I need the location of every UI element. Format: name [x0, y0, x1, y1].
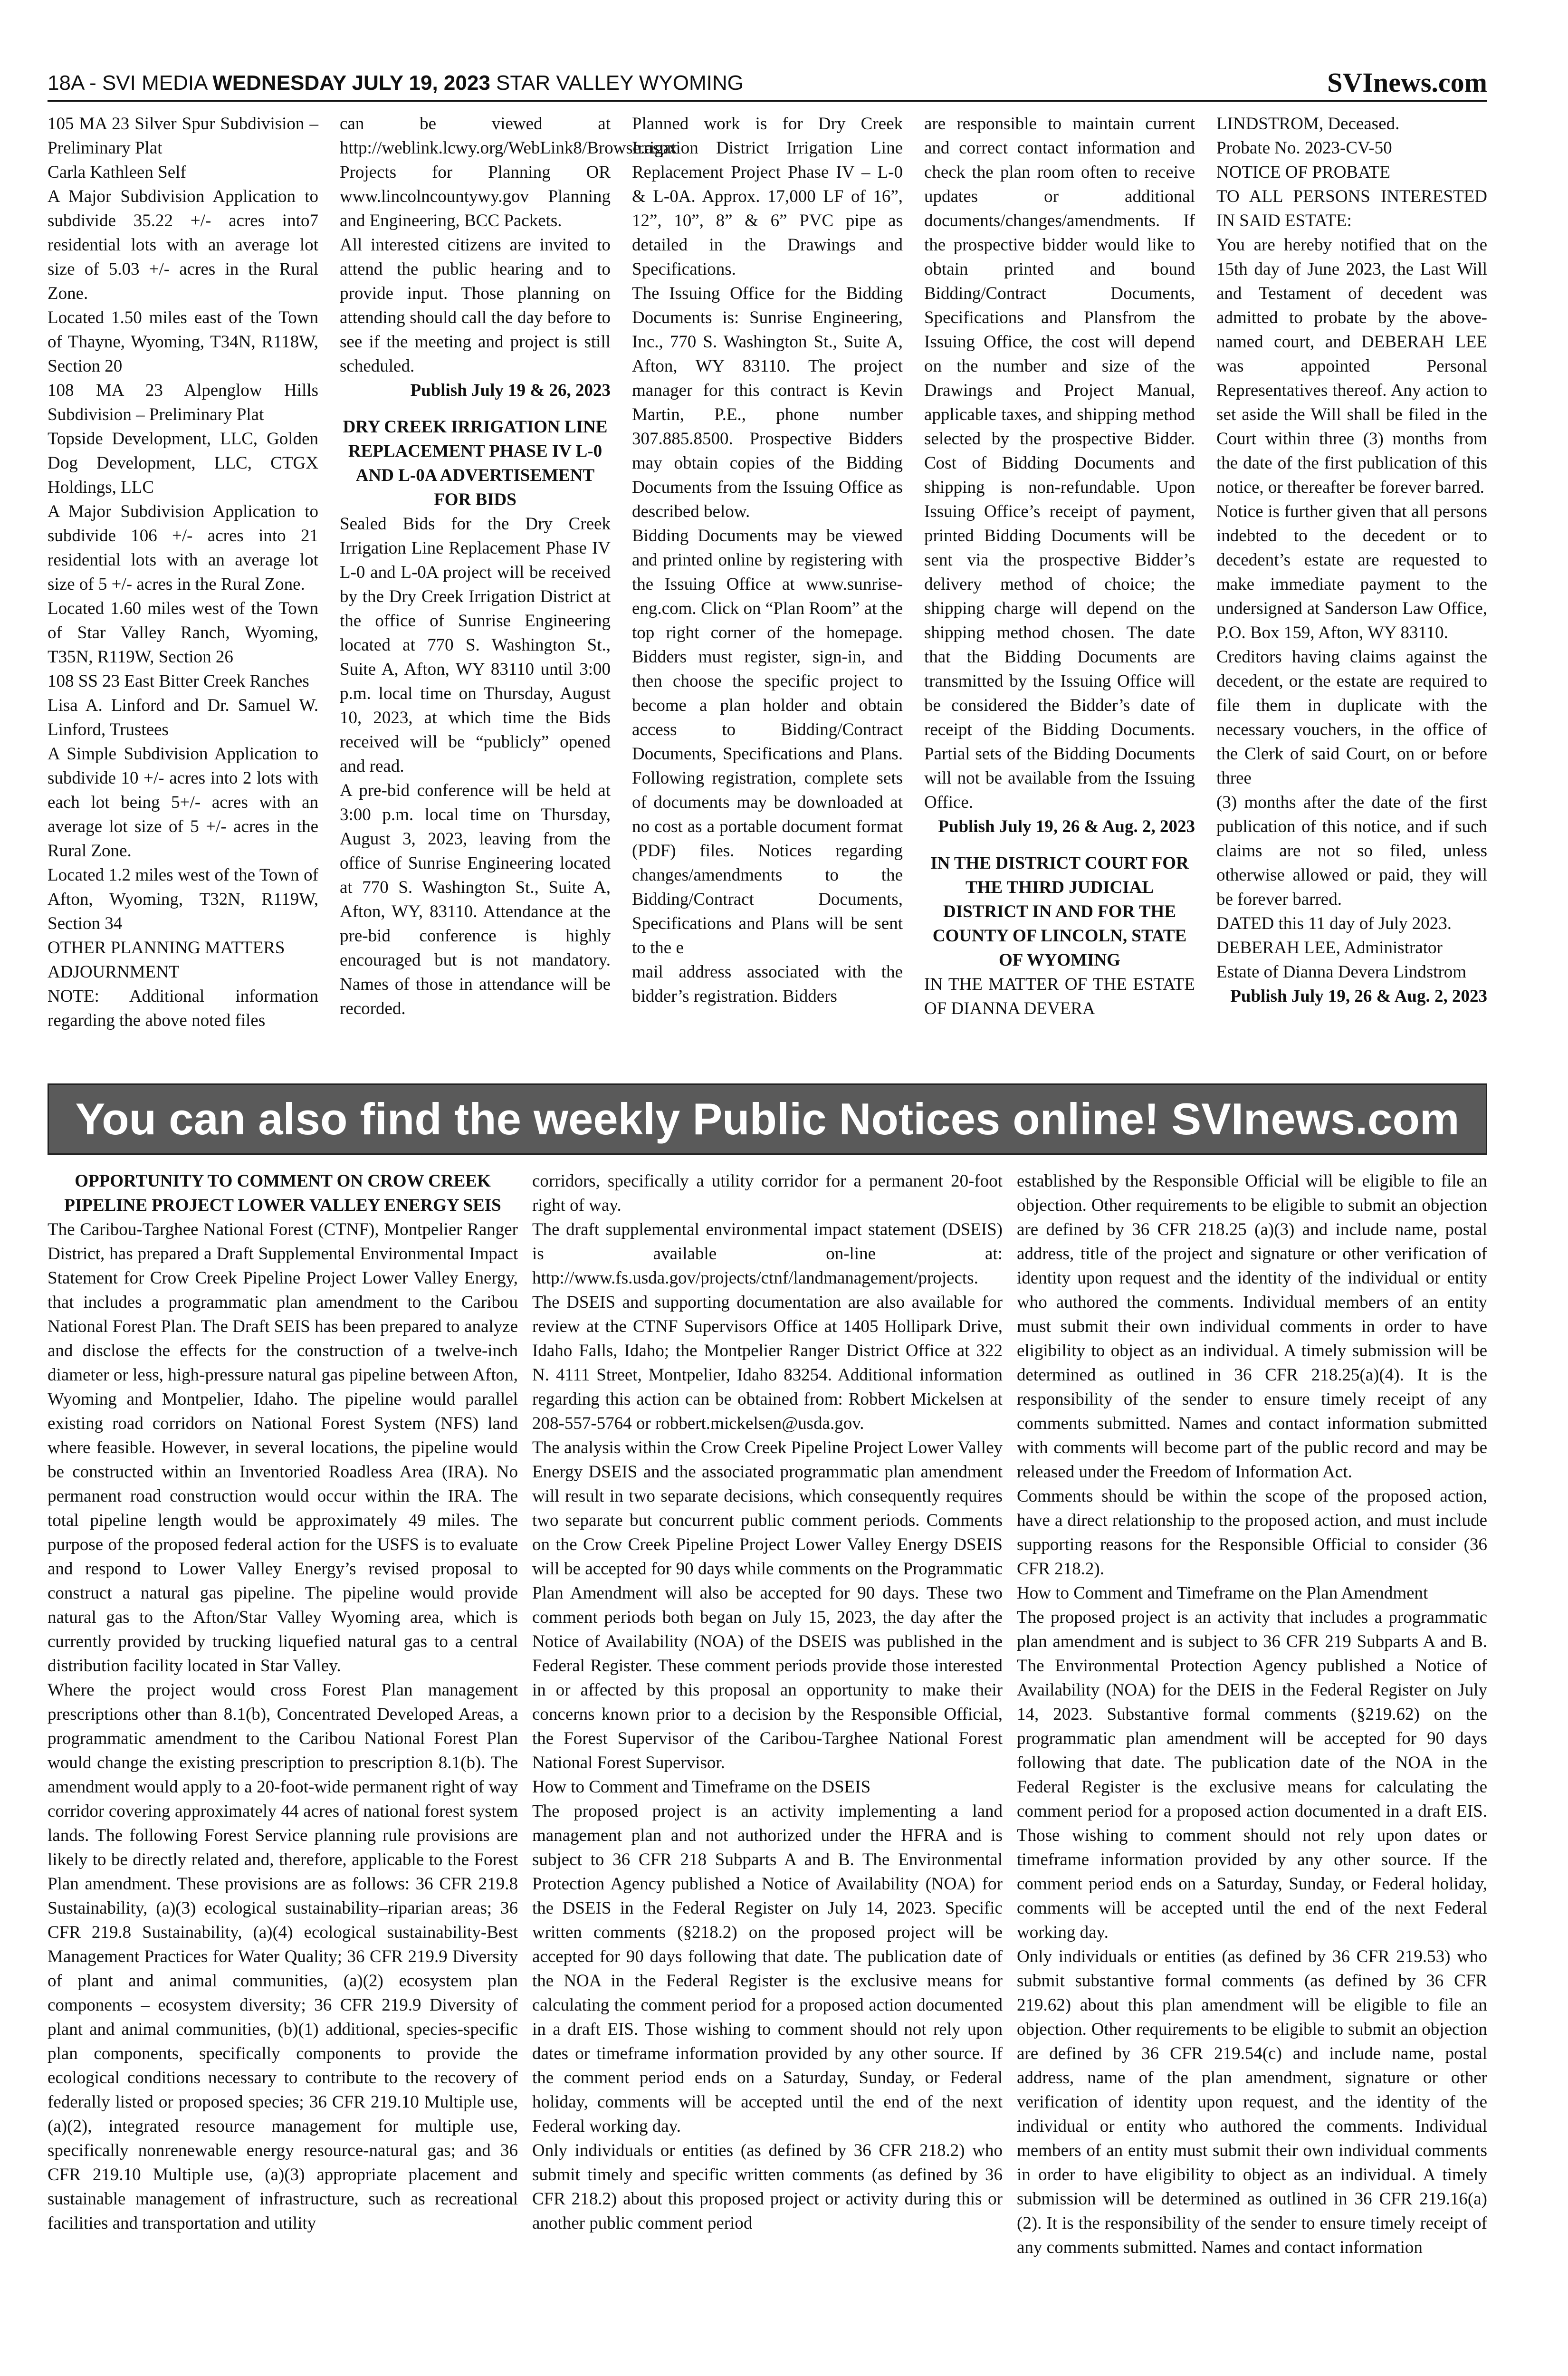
paragraph: DATED this 11 day of July 2023.: [1216, 914, 1452, 933]
paragraph: Estate of Dianna Devera Lindstrom: [1216, 962, 1467, 982]
paragraph: 105 MA 23 Silver Spur Subdivision – Preliminary Plat: [48, 114, 318, 158]
paragraph: (3) months after the date of the first publication of this notice, and if such claims are not so filed, unless otherwise allowed or paid, they will be forever barred.: [1216, 793, 1487, 909]
paragraph: Bidding Documents may be viewed and printed online by registering with the Issuing Office at www.sunrise-eng.com. Click on “Plan Room” at the top right corner of the homepage. Bidders must register, sign-in, and then choose the specific project to become a plan holder and obtain access to Bidding/Contract Documents, Specifications and Plans. Following registration, complete sets of documents may be downloaded at no cost as a portable document format (PDF) files. Notices regarding changes/amendments to the Bidding/Contract Documents, Specifications and Plans will be sent to the e: [632, 526, 903, 958]
paragraph: OTHER PLANNING MATTERS: [48, 938, 285, 958]
paragraph: 108 SS 23 East Bitter Creek Ranches: [48, 671, 309, 691]
paragraph: Comments should be within the scope of the proposed action, have a direct relationship to the proposed action, and must include supporting reasons for the Responsible Official to consider (36 CFR 218.2).: [1017, 1486, 1487, 1579]
paragraph: Topside Development, LLC, Golden Dog Development, LLC, CTGX Holdings, LLC: [48, 429, 318, 497]
paragraph: Only individuals or entities (as defined by 36 CFR 218.2) who submit timely and specific written comments (as defined by 36 CFR 218.2) about this proposed project or activity during this or another public comment period: [532, 2141, 1003, 2233]
paragraph: A Major Subdivision Application to subdivide 106 +/- acres into 21 residential lots with an average lot size of 5 +/- acres in the Rural Zone.: [48, 502, 318, 594]
paragraph: The Caribou-Targhee National Forest (CTNF), Montpelier Ranger District, has prepared a Draft Supplemental Environmental Impact Statement for Crow Creek Pipeline Project Lower Valley Energy, that includes a programmatic plan amendment to the Caribou National Forest Plan. The Draft SEIS has been prepared to analyze and disclose the effects for the construction of a twelve-inch diameter or less, high-pressure natural gas pipeline between Afton, Wyoming and Montpelier, Idaho. The pipeline would parallel existing road corridors on National Forest System (NFS) land where feasible. However, in several locations, the pipeline would be constructed within an Inventoried Roadless Area (IRA). No permanent road construction would occur within the IRA. The total pipeline length would be approximately 49 miles. The purpose of the proposed federal action for the USFS is to evaluate and respond to Lower Valley Energy’s revised proposal to construct a natural gas pipeline. The pipeline would provide natural gas to the Afton/Star Valley Wyoming area, which is currently provided by trucking liquefied natural gas to a central distribution facility located in Star Valley.: [48, 1220, 518, 1676]
paragraph: are responsible to maintain current and correct contact information and check the plan room often to receive updates or additional documents/changes/amendments. If the prospective bidder would like to obtain printed and bound Bidding/Contract Documents, Specifications and Plansfrom the Issuing Office, the cost will depend on the number and size of the Drawings and Project Manual, applicable taxes, and shipping method selected by the prospective Bidder. Cost of Bidding Documents and shipping is non-refundable. Upon Issuing Office’s receipt of payment, printed Bidding Documents will be sent via the prospective Bidder’s delivery method of choice; the shipping charge will depend on the shipping method chosen. The date that the Bidding Documents are transmitted by the Issuing Office will be considered the Bidder’s date of receipt of the Bidding Documents. Partial sets of the Bidding Documents will not be available from the Issuing Office.: [924, 114, 1195, 812]
column-crow-creek-1: [48, 1169, 518, 2376]
paragraph: Probate No. 2023-CV-50: [1216, 138, 1392, 158]
paragraph: Planned work is for Dry Creek Irrigation District Irrigation Line Replacement Project Phase IV – L-0 & L-0A. Approx. 17,000 LF of 16”, 12”, 10”, 8” & 6” PVC pipe as detailed in the Drawings and Specifications.: [632, 114, 903, 279]
paragraph: established by the Responsible Official will be eligible to file an objection. Other requirements to be eligible to submit an objection are defined by 36 CFR 218.25 (a)(3) and include name, postal address, title of the project and signature or other verification of identity upon request and the identity of the individual or entity who authored the comments. Individual members of an entity must submit their own individual comments in order to have eligibility to object as an individual. A timely submission will be determined as outlined in 36 CFR 218.25(a)(4). It is the responsibility of the sender to ensure timely receipt of any comments submitted. Names and contact information submitted with comments will become part of the public record and may be released under the Freedom of Information Act.: [1017, 1171, 1487, 1482]
page-header: [48, 67, 1487, 97]
header-dateline: [48, 71, 744, 95]
paragraph: Located 1.2 miles west of the Town of Afton, Wyoming, T32N, R119W, Section 34: [48, 865, 318, 933]
header-page: 18A - SVI MEDIA: [48, 71, 207, 95]
header-date: WEDNESDAY JULY 19, 2023: [212, 71, 490, 95]
paragraph: 108 MA 23 Alpenglow Hills Subdivision – Preliminary Plat: [48, 381, 318, 424]
column-crow-creek-3: [1017, 1169, 1487, 2376]
paragraph: Lisa A. Linford and Dr. Samuel W. Linford, Trustees: [48, 696, 318, 739]
paragraph: LINDSTROM, Deceased.: [1216, 114, 1400, 134]
column-bidding-documents: [632, 112, 903, 1072]
publish-dates: Publish July 19, 26 & Aug. 2, 2023: [938, 817, 1195, 836]
paragraph: DEBERAH LEE, Administrator: [1216, 938, 1443, 958]
paragraph: NOTE: Additional information regarding the above noted files: [48, 987, 318, 1030]
publish-dates: Publish July 19, 26 & Aug. 2, 2023: [1230, 987, 1487, 1006]
paragraph: NOTICE OF PROBATE: [1216, 163, 1390, 182]
paragraph: Creditors having claims against the decedent, or the estate are required to file them in duplicate with the necessary vouchers, in the office of the Clerk of said Court, on or before three: [1216, 647, 1487, 788]
column-probate-notice: [1216, 112, 1487, 1072]
paragraph: Carla Kathleen Self: [48, 163, 186, 182]
banner-text: You can also find the weekly Public Notices online! SVInews.com: [75, 1094, 1460, 1144]
paragraph: ADJOURNMENT: [48, 962, 180, 982]
notice-heading: DRY CREEK IRRIGATION LINE REPLACEMENT PHASE IV L-0 AND L-0A ADVERTISEMENT FOR BIDS: [343, 417, 608, 509]
paragraph: TO ALL PERSONS INTERESTED IN SAID ESTATE:: [1216, 187, 1487, 230]
column-crow-creek-2: [532, 1169, 1003, 2376]
paragraph: A Simple Subdivision Application to subdivide 10 +/- acres into 2 lots with each lot being 5+/- acres with an average lot size of 5 +/- acres in the Rural Zone.: [48, 744, 318, 861]
paragraph: Located 1.50 miles east of the Town of Thayne, Wyoming, T34N, R118W, Section 20: [48, 308, 318, 376]
column-dry-creek-bids: [340, 112, 678, 1072]
paragraph: Sealed Bids for the Dry Creek Irrigation Line Replacement Phase IV L-0 and L-0A project will be received by the Dry Creek Irrigation District at the office of Sunrise Engineering located at 770 S. Washington St., Suite A, Afton, WY 83110 until 3:00 p.m. local time on Thursday, August 10, 2023, at which time the Bids received will be “publicly” opened and read.: [340, 514, 611, 776]
paragraph: You are hereby notified that on the 15th day of June 2023, the Last Will and Testament of decedent was admitted to probate by the above-named court, and DEBERAH LEE was appointed Personal Representatives thereof. Any action to set aside the Will shall be filed in the Court within three (3) months from the date of the first publication of this notice, or thereafter be forever barred.: [1216, 235, 1487, 497]
paragraph: How to Comment and Timeframe on the DSEIS: [532, 1777, 871, 1797]
paragraph: The draft supplemental environmental impact statement (DSEIS) is available on-line at: http://www.fs.usda.gov/projects/ctnf/landmanagement/projects. The DSEIS and supporting documentation are also available for review at the CTNF Supervisors Office at 1405 Hollipark Drive, Idaho Falls, Idaho; the Montpelier Ranger District Office at 322 N. 4111 Street, Montpelier, Idaho 83254. Additional information regarding this action can be obtained from: Robbert Mickelsen at 208-557-5764 or robbert.mickelsen@usda.gov.: [532, 1220, 1003, 1433]
paragraph: A Major Subdivision Application to subdivide 35.22 +/- acres into7 residential lots with an average lot size of 5.03 +/- acres in the Rural Zone.: [48, 187, 318, 303]
notice-heading: OPPORTUNITY TO COMMENT ON CROW CREEK PIPELINE PROJECT LOWER VALLEY ENERGY SEIS: [64, 1171, 501, 1215]
paragraph: corridors, specifically a utility corridor for a permanent 20-foot right of way.: [532, 1171, 1003, 1215]
paragraph: The proposed project is an activity that includes a programmatic plan amendment and is subject to 36 CFR 219 Subparts A and B. The Environmental Protection Agency published a Notice of Availability (NOA) for the DEIS in the Federal Register on July 14, 2023. Substantive formal comments (§219.62) on the programmatic plan amendment will be accepted for 90 days following that date. The publication date of the NOA in the Federal Register is the exclusive means for calculating the comment period for a proposed action documented in a draft EIS. Those wishing to comment should not rely upon dates or timeframe information provided by any other source. If the comment period ends on a Saturday, Sunday, or Federal holiday, comments will be accepted until the end of the next Federal working day.: [1017, 1608, 1487, 1942]
paragraph: Only individuals or entities (as defined by 36 CFR 219.53) who submit substantive formal comments (as defined by 36 CFR 219.62) about this plan amendment will be eligible to file an objection. Other requirements to be eligible to submit an objection are defined by 36 CFR 219.54(c) and include name, postal address, name of the plan amendment, signature or other verification of identity upon request, and the identity of the individual or entity who authored the comments. Individual members of an entity must submit their own individual comments in order to have eligibility to object as an individual. A timely submission will be determined as outlined in 36 CFR 219.16(a)(2). It is the responsibility of the sender to ensure timely receipt of any comments submitted. Names and contact information: [1017, 1947, 1487, 2257]
paragraph: Located 1.60 miles west of the Town of Star Valley Ranch, Wyoming, T35N, R119W, Section 26: [48, 599, 318, 667]
paragraph: Notice is further given that all persons indebted to the decedent or to decedent’s estate are requested to make immediate payment to the undersigned at Sanderson Law Office, P.O. Box 159, Afton, WY 83110.: [1216, 502, 1487, 642]
column-planning-items: [48, 112, 318, 1072]
paragraph: Where the project would cross Forest Plan management prescriptions other than 8.1(b), Concentrated Developed Areas, a programmatic amendment to the Caribou National Forest Plan would change the existing prescription to prescription 8.1(b). The amendment would apply to a 20-foot-wide permanent right of way corridor covering approximately 44 acres of national forest system lands. The following Forest Service planning rule provisions are likely to be directly related and, therefore, applicable to the Forest Plan amendment. These provisions are as follows: 36 CFR 219.8 Sustainability, (a)(3) ecological sustainability–riparian areas; 36 CFR 219.8 Sustainability, (a)(4) ecological sustainability-Best Management Practices for Water Quality; 36 CFR 219.9 Diversity of plant and animal communities, (a)(2) ecosystem plan components – ecosystem diversity; 36 CFR 219.9 Diversity of plant and animal communities, (b)(1) additional, species-specific plan components, specifically components to provide the ecological conditions necessary to contribute to the recovery of federally listed or proposed species; 36 CFR 219.10 Multiple use, (a)(2), integrated resource management for multiple use, specifically nonrenewable energy resource-natural gas; and 36 CFR 219.10 Multiple use, (a)(3) appropriate placement and sustainable management of infrastructure, such as recreational facilities and transportation and utility: [48, 1680, 518, 2233]
paragraph: mail address associated with the bidder’s registration. Bidders: [632, 962, 903, 1006]
paragraph: The analysis within the Crow Creek Pipeline Project Lower Valley Energy DSEIS and the associated programmatic plan amendment will result in two separate decisions, which consequently requires two separate but concurrent public comment periods. Comments on the Crow Creek Pipeline Project Lower Valley Energy DSEIS will be accepted for 90 days while comments on the Programmatic Plan Amendment will also be accepted for 90 days. These two comment periods both began on July 15, 2023, the day after the Notice of Availability (NOA) of the DSEIS was published in the Federal Register. These comment periods provide those interested in or affected by this proposal an opportunity to make their concerns known prior to a decision by the Responsible Official, the Forest Supervisor of the Caribou-Targhee National Forest National Forest Supervisor.: [532, 1438, 1003, 1772]
paragraph: IN THE MATTER OF THE ESTATE OF DIANNA DEVERA: [924, 975, 1195, 1018]
header-site[interactable]: SVInews.com: [1327, 67, 1487, 98]
paragraph: All interested citizens are invited to attend the public hearing and to provide input. Those planning on attending should call the day before to see if the meeting and project is still scheduled.: [340, 235, 611, 376]
column-bidder-info: [924, 112, 1195, 1072]
header-divider: [48, 100, 1487, 102]
paragraph: The proposed project is an activity implementing a land management plan and not authorized under the HFRA and is subject to 36 CFR 218 Subparts A and B. The Environmental Protection Agency published a Notice of Availability (NOA) for the DSEIS in the Federal Register on July 14, 2023. Specific written comments (§218.2) on the proposed project will be accepted for 90 days following that date. The publication date of the NOA in the Federal Register is the exclusive means for calculating the comment period for a proposed action documented in a draft EIS. Those wishing to comment should not rely upon dates or timeframe information provided by any other source. If the comment period ends on a Saturday, Sunday, or Federal holiday, comments will be accepted until the end of the next Federal working day.: [532, 1801, 1003, 2136]
paragraph: A pre-bid conference will be held at 3:00 p.m. local time on Thursday, August 3, 2023, leaving from the office of Sunrise Engineering located at 770 S. Washington St., Suite A, Afton, WY, 83110. Attendance at the pre-bid conference is highly encouraged but is not mandatory. Names of those in attendance will be recorded.: [340, 781, 611, 1018]
paragraph: The Issuing Office for the Bidding Documents is: Sunrise Engineering, Inc., 770 S. Washington St., Suite A, Afton, WY 83110. The project manager for this contract is Kevin Martin, P.E., phone number 307.885.8500. Prospective Bidders may obtain copies of the Bidding Documents from the Issuing Office as described below.: [632, 284, 903, 521]
public-notices-banner: [48, 1083, 1487, 1155]
header-location: STAR VALLEY WYOMING: [496, 71, 744, 95]
paragraph: can be viewed at http://weblink.lcwy.org/WebLink8/Browse.aspx Projects for Planning OR www.lincolncountywy.gov Planning and Engineering, BCC Packets.: [340, 114, 678, 230]
publish-dates: Publish July 19 & 26, 2023: [410, 381, 611, 400]
notice-heading: IN THE DISTRICT COURT FOR THE THIRD JUDICIAL DISTRICT IN AND FOR THE COUNTY OF LINCOLN, STATE OF WYOMING: [930, 853, 1189, 970]
paragraph: How to Comment and Timeframe on the Plan Amendment: [1017, 1583, 1428, 1603]
